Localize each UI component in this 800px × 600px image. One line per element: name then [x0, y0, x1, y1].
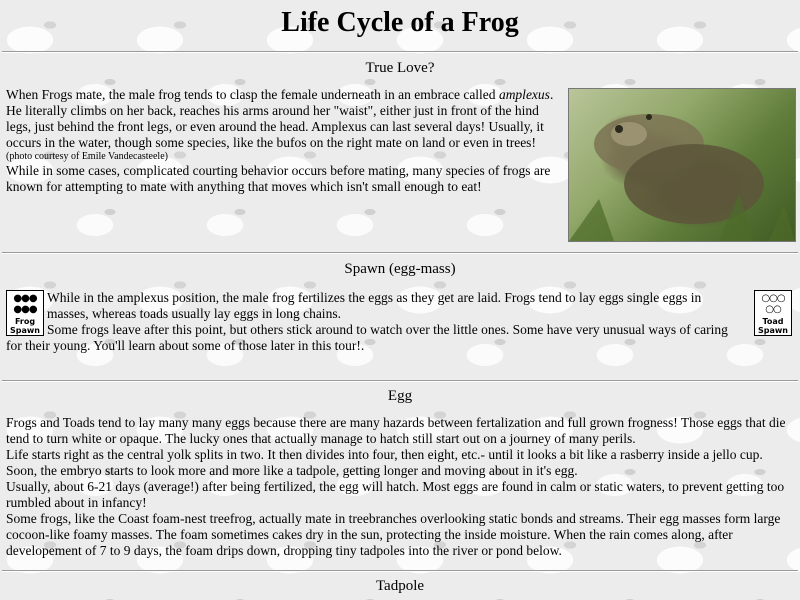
toad-spawn-icon [754, 290, 792, 336]
section-heading-spawn: Spawn (egg-mass) [344, 261, 456, 277]
spawn-paragraph-2: Some frogs leave after this point, but others stick around to watch over the little ones. Some have very unusual ways of caring for their young. You'll learn about some of those later in this tour!. [6, 322, 728, 353]
amplexus-term: amplexus [498, 87, 550, 102]
courting-paragraph: While in some cases, complicated courting behavior occurs before mating, many species of frogs are known for attempting to mate with anything that moves which isn't small enough to eat! [6, 163, 551, 194]
egg-paragraph-2: Life starts right as the central yolk splits in two. It then divides into four, then eight, etc.- until it looks a bit like a rasberry inside a jello cup. Soon, the embryo starts to look more and more like a tadpole, getting longer and moving about in it's egg. [6, 447, 763, 478]
section-heading-tadpole: Tadpole [375, 578, 425, 594]
divider [2, 252, 798, 254]
frog-spawn-label: Frog Spawn [10, 317, 40, 335]
photo-credit: (photo courtesy of Emile Vandecasteele) [6, 151, 168, 162]
section-heading-true-love: True Love? [365, 60, 435, 76]
photo-amplexus-toads [568, 88, 796, 242]
true-love-text [6, 87, 566, 195]
egg-chain-icon: ○○○ ○○ [761, 293, 785, 315]
toads-image [569, 89, 795, 241]
amplexus-text-2: . He literally climbs on her back, reaches his arms around her "waist", either just in front of the hind legs, just behind the front legs, or even around the head. Amplexus can last several days! Usually, it occurs in the water, though some species, like the bufos on the right mate on land or even in trees! [6, 87, 554, 150]
spawn-text [6, 290, 746, 354]
amplexus-paragraph [6, 87, 566, 151]
spawn-paragraph-1: While in the amplexus position, the male frog fertilizes the eggs as they get are laid. Frogs tend to lay eggs single eggs in masses, whereas toads usually lay eggs in long chains. [47, 290, 702, 321]
divider [2, 380, 798, 382]
divider [2, 51, 798, 53]
egg-text [6, 415, 796, 559]
section-heading-egg: Egg [387, 388, 413, 404]
egg-paragraph-3: Usually, about 6-21 days (average!) after being fertilized, the egg will hatch. Most eggs are found in calm or static waters, to prevent getting too rumbled about in infancy! [6, 479, 785, 510]
page-title: Life Cycle of a Frog [281, 7, 519, 38]
divider [2, 570, 798, 572]
egg-paragraph-4: Some frogs, like the Coast foam-nest treefrog, actually mate in treebranches overlooking static bonds and streams. Their egg masses form large cocoon-like foamy masses. The foam sometimes cakes dry in the sun, protecting the inside moisture. When the rain comes along, after developement of 7 to 9 days, the foam drips down, dropping tiny tadpoles into the river or pond below. [6, 511, 781, 558]
amplexus-text-1: When Frogs mate, the male frog tends to clasp the female underneath in an embrace called [6, 87, 499, 102]
toad-spawn-label: Toad Spawn [758, 317, 788, 335]
egg-paragraph-1: Frogs and Toads tend to lay many many eggs because there are many hazards between fertalization and full grown frogness! Those eggs that die tend to turn white or opaque. The lucky ones that actually manage to hatch still start out on a journey of many perils. [6, 415, 786, 446]
egg-dots-icon: ●●● ●●● [13, 293, 37, 315]
